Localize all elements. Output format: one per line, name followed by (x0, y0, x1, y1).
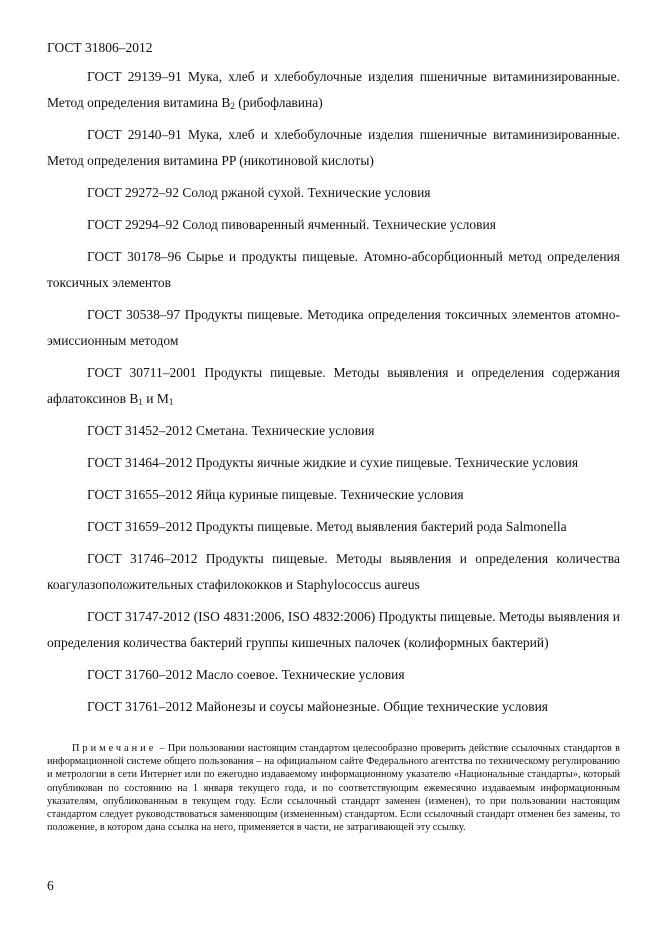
reference-text-tail: (рибофлавина) (234, 95, 323, 110)
reference-item: ГОСТ 31464–2012 Продукты яичные жидкие и сухие пищевые. Технические условия (87, 455, 579, 470)
reference-text-mid: и M (142, 391, 169, 406)
reference-item: ГОСТ 31659–2012 Продукты пищевые. Метод выявления бактерий рода Salmonella (87, 519, 567, 534)
page-number: 6 (47, 878, 54, 893)
subscript: 1 (168, 397, 174, 407)
reference-item: ГОСТ 30178–96 Сырье и продукты пищевые. Атомно-абсорбционный метод определения токсичных элементов (47, 249, 620, 290)
reference-item: ГОСТ 31761–2012 Майонезы и соусы майонезные. Общие технические условия (87, 699, 549, 714)
subscript: 1 (138, 397, 143, 407)
reference-item (47, 360, 620, 412)
reference-item: ГОСТ 31655–2012 Яйца куриные пищевые. Технические условия (87, 487, 464, 502)
reference-text: ГОСТ 30711–2001 Продукты пищевые. Методы выявления и определения содержания афлатоксинов B (47, 365, 620, 406)
reference-item: ГОСТ 29294–92 Солод пивоваренный ячменный. Технические условия (87, 217, 496, 232)
note-label: Примечание (72, 743, 157, 754)
note-text: – При пользовании настоящим стандартом целесообразно проверить действие ссылочных стандартов в информационной системе общего пользования – на официальном сайте Федерального агентства по техническому регулированию и метрологии в сети Интернет или по ежегодно издаваемому информационному указателю «Национальные стандарты», который опубликован по состоянию на 1 января текущего года, и по соответствующим ежемесячно издаваемым информационным указателям, опубликованным в текущем году. Если ссылочный стандарт заменен (изменен), то при пользовании настоящим стандартом следует руководствоваться заменяющим (измененным) стандартом. Если ссылочный стандарт отменен без замены, то положение, в котором дана ссылка на него, применяется в части, не затрагивающей эту ссылку. (47, 743, 620, 834)
normative-references-list (47, 64, 620, 726)
reference-item: ГОСТ 31452–2012 Сметана. Технические условия (87, 423, 375, 438)
reference-item: ГОСТ 31760–2012 Масло соевое. Технические условия (87, 667, 405, 682)
reference-item: ГОСТ 31746–2012 Продукты пищевые. Методы выявления и определения количества коагулазоположительных стафилококков и Staphylococcus aureus (47, 551, 620, 592)
reference-item (47, 64, 620, 116)
document-header: ГОСТ 31806–2012 (47, 40, 153, 55)
reference-item: ГОСТ 31747-2012 (ISO 4831:2006, ISO 4832:2006) Продукты пищевые. Методы выявления и определения количества бактерий группы кишечных палочек (колиформных бактерий) (47, 609, 620, 650)
subscript: 2 (230, 101, 235, 111)
reference-text: ГОСТ 29139–91 Мука, хлеб и хлебобулочные изделия пшеничные витаминизированные. Метод определения витамина B (47, 69, 620, 110)
note-paragraph (47, 742, 620, 834)
reference-item: ГОСТ 30538–97 Продукты пищевые. Методика определения токсичных элементов атомно-эмиссионным методом (47, 307, 620, 348)
reference-item: ГОСТ 29272–92 Солод ржаной сухой. Технические условия (87, 185, 431, 200)
reference-item: ГОСТ 29140–91 Мука, хлеб и хлебобулочные изделия пшеничные витаминизированные. Метод определения витамина PP (никотиновой кислоты) (47, 127, 620, 168)
